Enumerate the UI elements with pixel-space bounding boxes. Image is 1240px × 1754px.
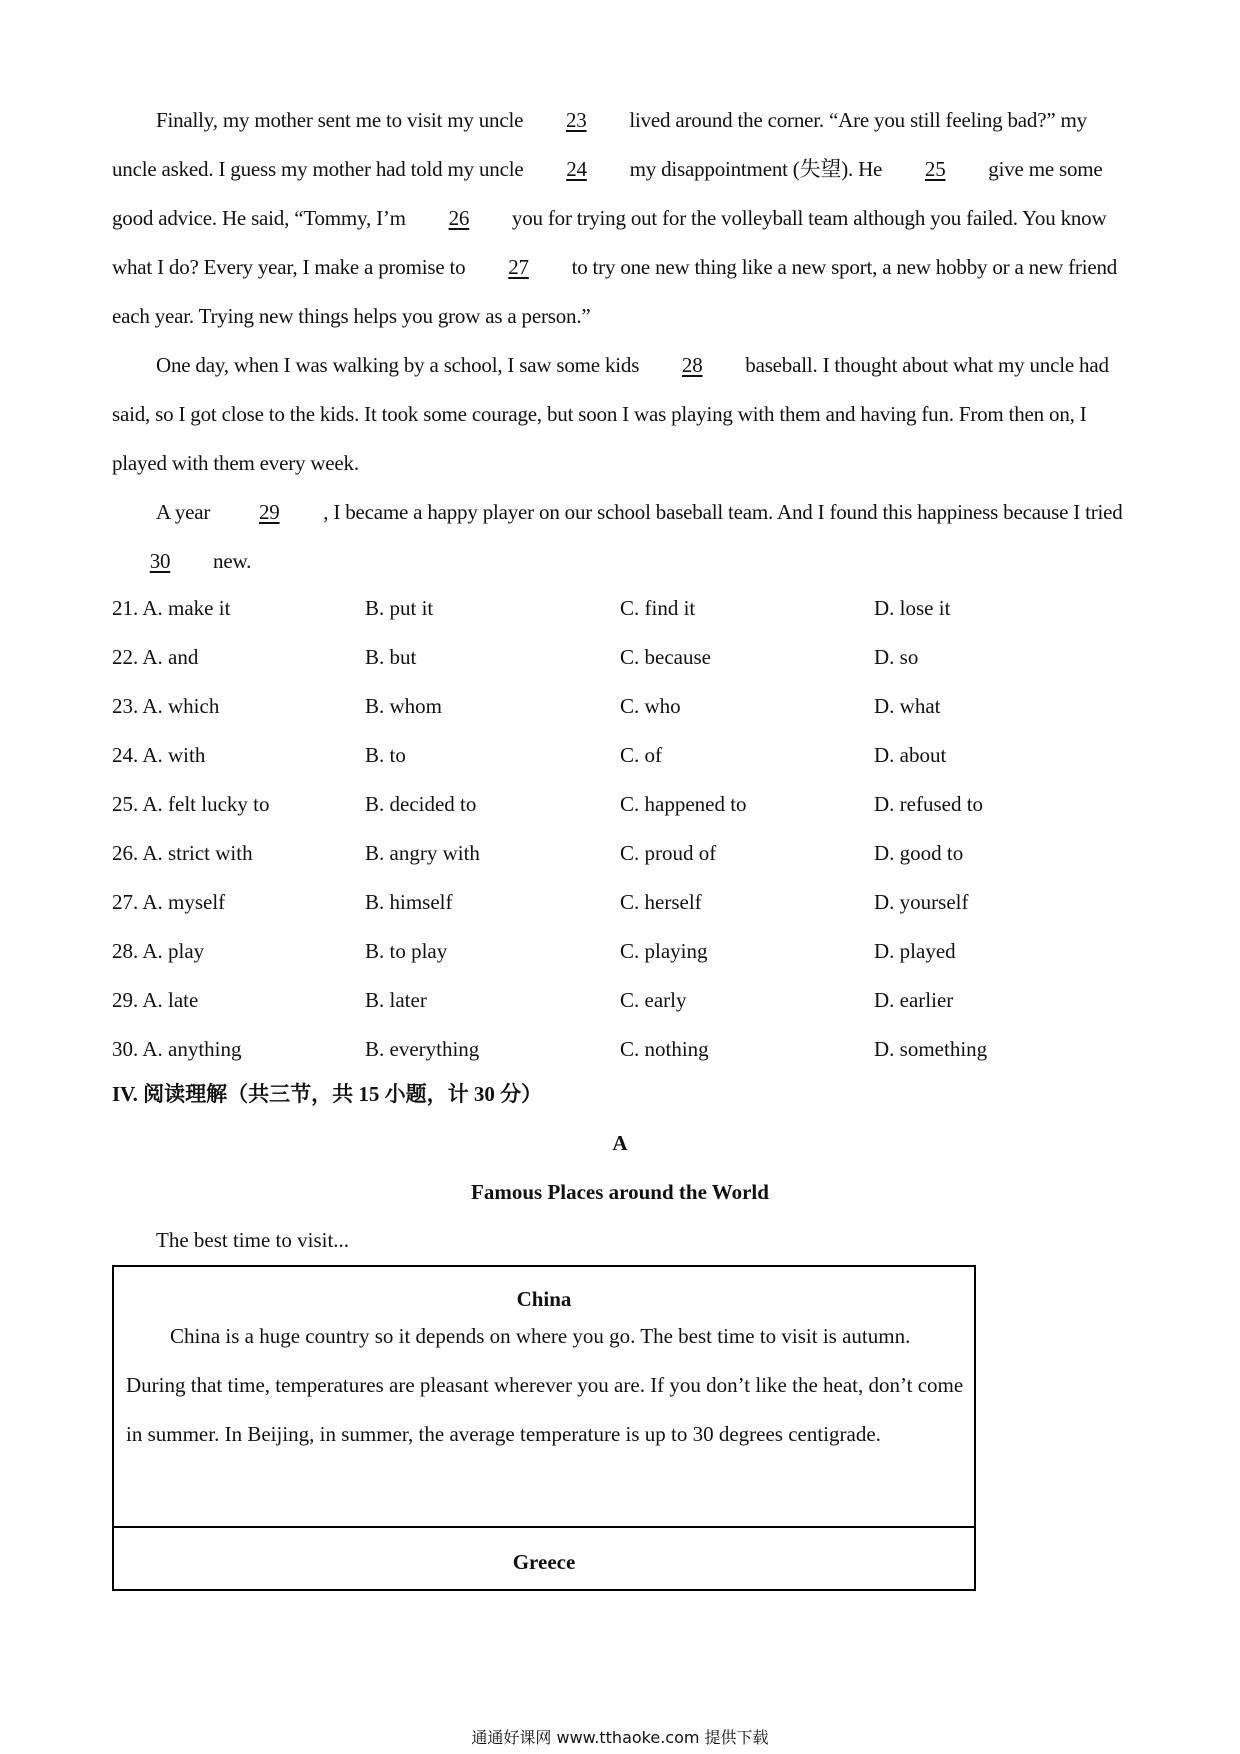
passage-text: One day, when I was walking by a school, I saw some kids [156,353,645,377]
option-d: D. about [874,743,947,767]
passage-text: baseball. I thought about what my uncle had said, so I got close to the kids. It took some courage, but soon I was playing with them and having fun. From then on, I played with them every week. [112,353,1109,475]
option-b: B. whom [365,694,443,718]
option-c: C. find it [620,596,696,620]
option-row-26 [112,829,1127,878]
blank-26: 26 [448,206,470,230]
option-a: 23. A. which [112,694,220,718]
option-c: C. herself [620,890,702,914]
section-heading: IV. 阅读理解（共三节，共 15 小题，计 30 分） [112,1082,543,1106]
passage-text: A year [156,500,216,524]
option-a: 26. A. strict with [112,841,253,865]
greece-title: Greece [512,1550,576,1574]
option-c: C. happened to [620,792,747,816]
option-c: C. nothing [620,1037,709,1061]
passage-text: new. [208,549,252,573]
option-c: C. early [620,988,687,1012]
option-d: D. good to [874,841,964,865]
intro-text: The best time to visit... [156,1228,350,1252]
option-b: B. decided to [365,792,477,816]
china-title: China [516,1287,572,1311]
option-b: B. angry with [365,841,480,865]
option-a: 25. A. felt lucky to [112,792,270,816]
option-c: C. of [620,743,662,767]
blank-27: 27 [508,255,529,279]
option-c: C. because [620,645,711,669]
option-row-23 [112,682,1127,731]
passage-text: to try one new thing like a new sport, a new hobby or a new friend each year. Trying new things helps you grow as a person.” [112,255,1118,328]
table-divider [114,1526,974,1528]
blank-29: 29 [258,500,280,524]
china-text: China is a huge country so it depends on where you go. The best time to visit is autumn. During that time, temperatures are pleasant wherever you are. If you don’t like the heat, don’t come in summer. In Beijing, in summer, the average temperature is up to 30 degrees centigrade. [126,1324,964,1446]
option-b: B. to [365,743,406,767]
options-list [112,584,1127,1074]
option-b: B. to play [365,939,448,963]
option-row-27 [112,878,1127,927]
option-d: D. earlier [874,988,954,1012]
option-b: B. himself [365,890,453,914]
option-row-22 [112,633,1127,682]
option-d: D. lose it [874,596,951,620]
option-d: D. yourself [874,890,969,914]
option-a: 27. A. myself [112,890,226,914]
option-row-21 [112,584,1127,633]
info-table [112,1265,976,1591]
passage-text: , I became a happy player on our school baseball team. And I found this happiness because I tried [323,500,1123,524]
option-b: B. but [365,645,417,669]
passage-paragraph-3 [112,488,1127,586]
reading-title: Famous Places around the World [471,1180,769,1204]
option-row-29 [112,976,1127,1025]
option-a: 29. A. late [112,988,199,1012]
option-d: D. refused to [874,792,984,816]
part-label: A [612,1131,628,1155]
option-c: C. who [620,694,681,718]
option-d: D. something [874,1037,988,1061]
option-c: C. proud of [620,841,717,865]
passage-text: Finally, my mother sent me to visit my uncle [156,108,529,132]
passage-paragraph-2 [112,341,1127,488]
option-b: B. later [365,988,427,1012]
option-b: B. put it [365,596,434,620]
passage-text: you for trying out for the volleyball team although you failed. You know what I do? Every year, I make a promise to [112,206,1107,279]
option-d: D. so [874,645,919,669]
passage-text: my disappointment (失望). He [624,157,888,181]
blank-25: 25 [924,157,946,181]
passage-text: lived around the corner. “Are you still feeling bad?” my uncle asked. I guess my mother had told my uncle [112,108,1087,181]
option-b: B. everything [365,1037,480,1061]
blank-24: 24 [566,157,587,181]
option-row-30 [112,1025,1127,1074]
blank-28: 28 [681,353,703,377]
option-a: 30. A. anything [112,1037,242,1061]
blank-30: 30 [149,549,171,573]
passage-text: give me some good advice. He said, “Tommy, I’m [112,157,1103,230]
option-a: 24. A. with [112,743,206,767]
option-c: C. playing [620,939,708,963]
option-row-24 [112,731,1127,780]
option-row-28 [112,927,1127,976]
option-row-25 [112,780,1127,829]
passage-paragraph-1 [112,96,1127,341]
option-d: D. played [874,939,956,963]
blank-23: 23 [565,108,587,132]
option-a: 22. A. and [112,645,199,669]
option-a: 28. A. play [112,939,205,963]
option-d: D. what [874,694,941,718]
footer-watermark: 通通好课网 www.tthaoke.com 提供下载 [471,1728,769,1747]
option-a: 21. A. make it [112,596,231,620]
